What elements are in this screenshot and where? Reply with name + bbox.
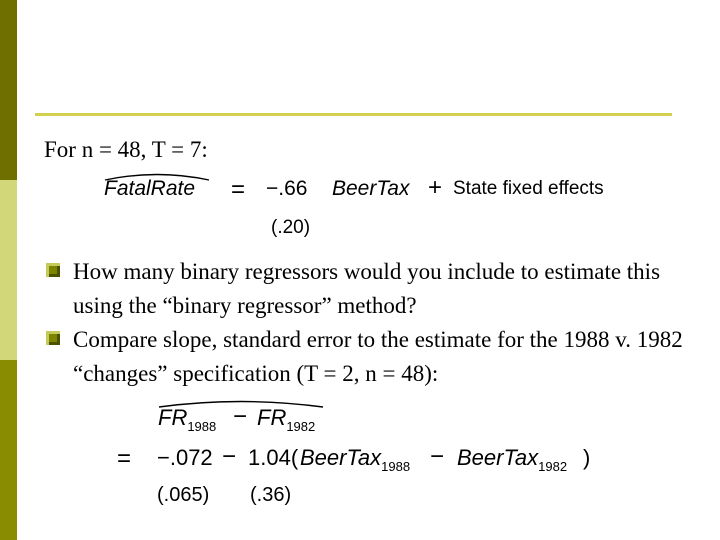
eq2-intercept: −.072 <box>157 445 213 470</box>
eq2-se-intercept: (.065) <box>157 484 210 506</box>
eq1-fixed-effects: State fixed effects <box>453 178 604 199</box>
bullet-text: How many binary regressors would you include to estimate this using the “binary regressor” method? <box>73 259 661 318</box>
eq2-lhs-a: $FR_{1988}$ <box>158 405 217 434</box>
title-rule <box>35 113 672 116</box>
eq2-equals: = <box>117 445 132 472</box>
eq2-close-paren: ) <box>583 445 591 470</box>
sidebar-segment-middle <box>0 180 17 360</box>
sidebar-segment-bottom <box>0 360 17 540</box>
bullet-text: Compare slope, standard error to the estimate for the 1988 v. 1982 “changes” specification (T = 2, n = 48): <box>73 327 683 386</box>
bullet-list <box>44 255 704 391</box>
eq2-var-a: BeerTax$_{1988}$ <box>300 445 411 474</box>
bullet-item <box>44 323 704 391</box>
eq2-var-minus: − <box>430 443 445 470</box>
eq1-lhs: FatalRate <box>104 177 196 200</box>
eq2-coefficient: 1.04( <box>248 445 299 470</box>
eq2-lhs-b: $FR_{1982}$ <box>257 405 316 434</box>
eq2-lhs-minus: − <box>233 403 248 430</box>
sidebar-segment-top <box>0 0 17 180</box>
bullet-item <box>44 255 704 323</box>
square-bullet-icon <box>46 331 60 345</box>
eq1-standard-error: (.20) <box>271 217 311 238</box>
eq2-minus: − <box>222 443 237 470</box>
square-bullet-icon <box>46 263 60 277</box>
heading-text: For n = 48, T = 7: <box>44 137 208 162</box>
eq2-var-b: BeerTax$_{1982}$ <box>457 445 568 474</box>
eq1-regressor: BeerTax <box>332 177 410 200</box>
eq1-equals: = <box>231 176 246 203</box>
eq2-se-coefficient: (.36) <box>250 484 292 506</box>
eq1-coefficient: −.66 <box>266 177 308 200</box>
eq1-plus: + <box>428 174 443 201</box>
